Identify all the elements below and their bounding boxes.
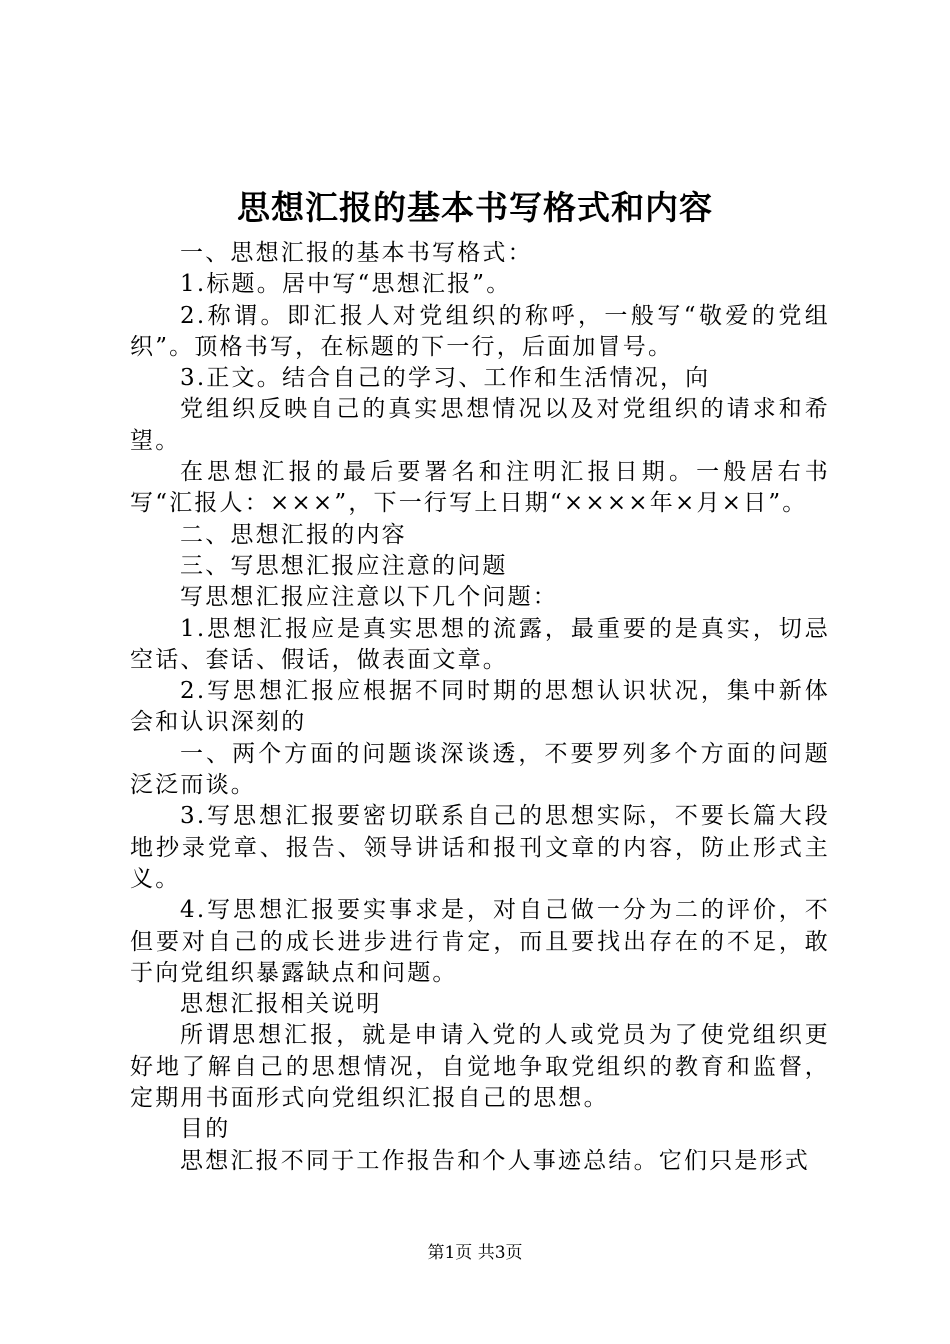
- paragraph: 三、写思想汇报应注意的问题: [180, 552, 508, 579]
- paragraph: 2.写思想汇报应根据不同时期的思想认识状况，集中新体会和认识深刻的: [130, 678, 830, 736]
- paragraph: 思想汇报相关说明: [180, 991, 382, 1018]
- paragraph: 1.标题。居中写“思想汇报”。: [180, 271, 512, 298]
- paragraph: 二、思想汇报的内容: [180, 521, 407, 548]
- paragraph: 目的: [180, 1116, 231, 1143]
- paragraph: 4.写思想汇报要实事求是，对自己做一分为二的评价，不但要对自己的成长进步进行肯定，而且要找出存在的不足，敢于向党组织暴露缺点和问题。: [130, 897, 830, 986]
- paragraph: 一、两个方面的问题谈深谈透，不要罗列多个方面的问题泛泛而谈。: [130, 740, 830, 799]
- paragraph: 3.正文。结合自己的学习、工作和生活情况，向: [180, 365, 711, 392]
- paragraph: 在思想汇报的最后要署名和注明汇报日期。一般居右书写“汇报人：×××”，下一行写上日期“××××年×月×日”。: [130, 459, 830, 517]
- page-footer: 第1页 共3页: [427, 1243, 523, 1263]
- document-body: [130, 238, 830, 1177]
- paragraph: 所谓思想汇报，就是申请入党的人或党员为了使党组织更好地了解自己的思想情况，自觉地争取党组织的教育和监督，定期用书面形式向党组织汇报自己的思想。: [130, 1022, 830, 1112]
- paragraph: 思想汇报不同于工作报告和个人事迹总结。它们只是形式: [180, 1147, 810, 1174]
- paragraph: 1.思想汇报应是真实思想的流露，最重要的是真实，切忌空话、套话、假话，做表面文章。: [130, 615, 830, 673]
- paragraph: 写思想汇报应注意以下几个问题：: [180, 584, 558, 611]
- paragraph: 党组织反映自己的真实思想情况以及对党组织的请求和希望。: [130, 396, 830, 454]
- paragraph: 一、思想汇报的基本书写格式：: [180, 240, 533, 266]
- document-title: 思想汇报的基本书写格式和内容: [237, 188, 713, 227]
- paragraph: 3.写思想汇报要密切联系自己的思想实际，不要长篇大段地抄录党章、报告、领导讲话和报刊文章的内容，防止形式主义。: [130, 803, 830, 892]
- paragraph: 2.称谓。即汇报人对党组织的称呼，一般写“敬爱的党组织”。顶格书写，在标题的下一行，后面加冒号。: [130, 302, 830, 360]
